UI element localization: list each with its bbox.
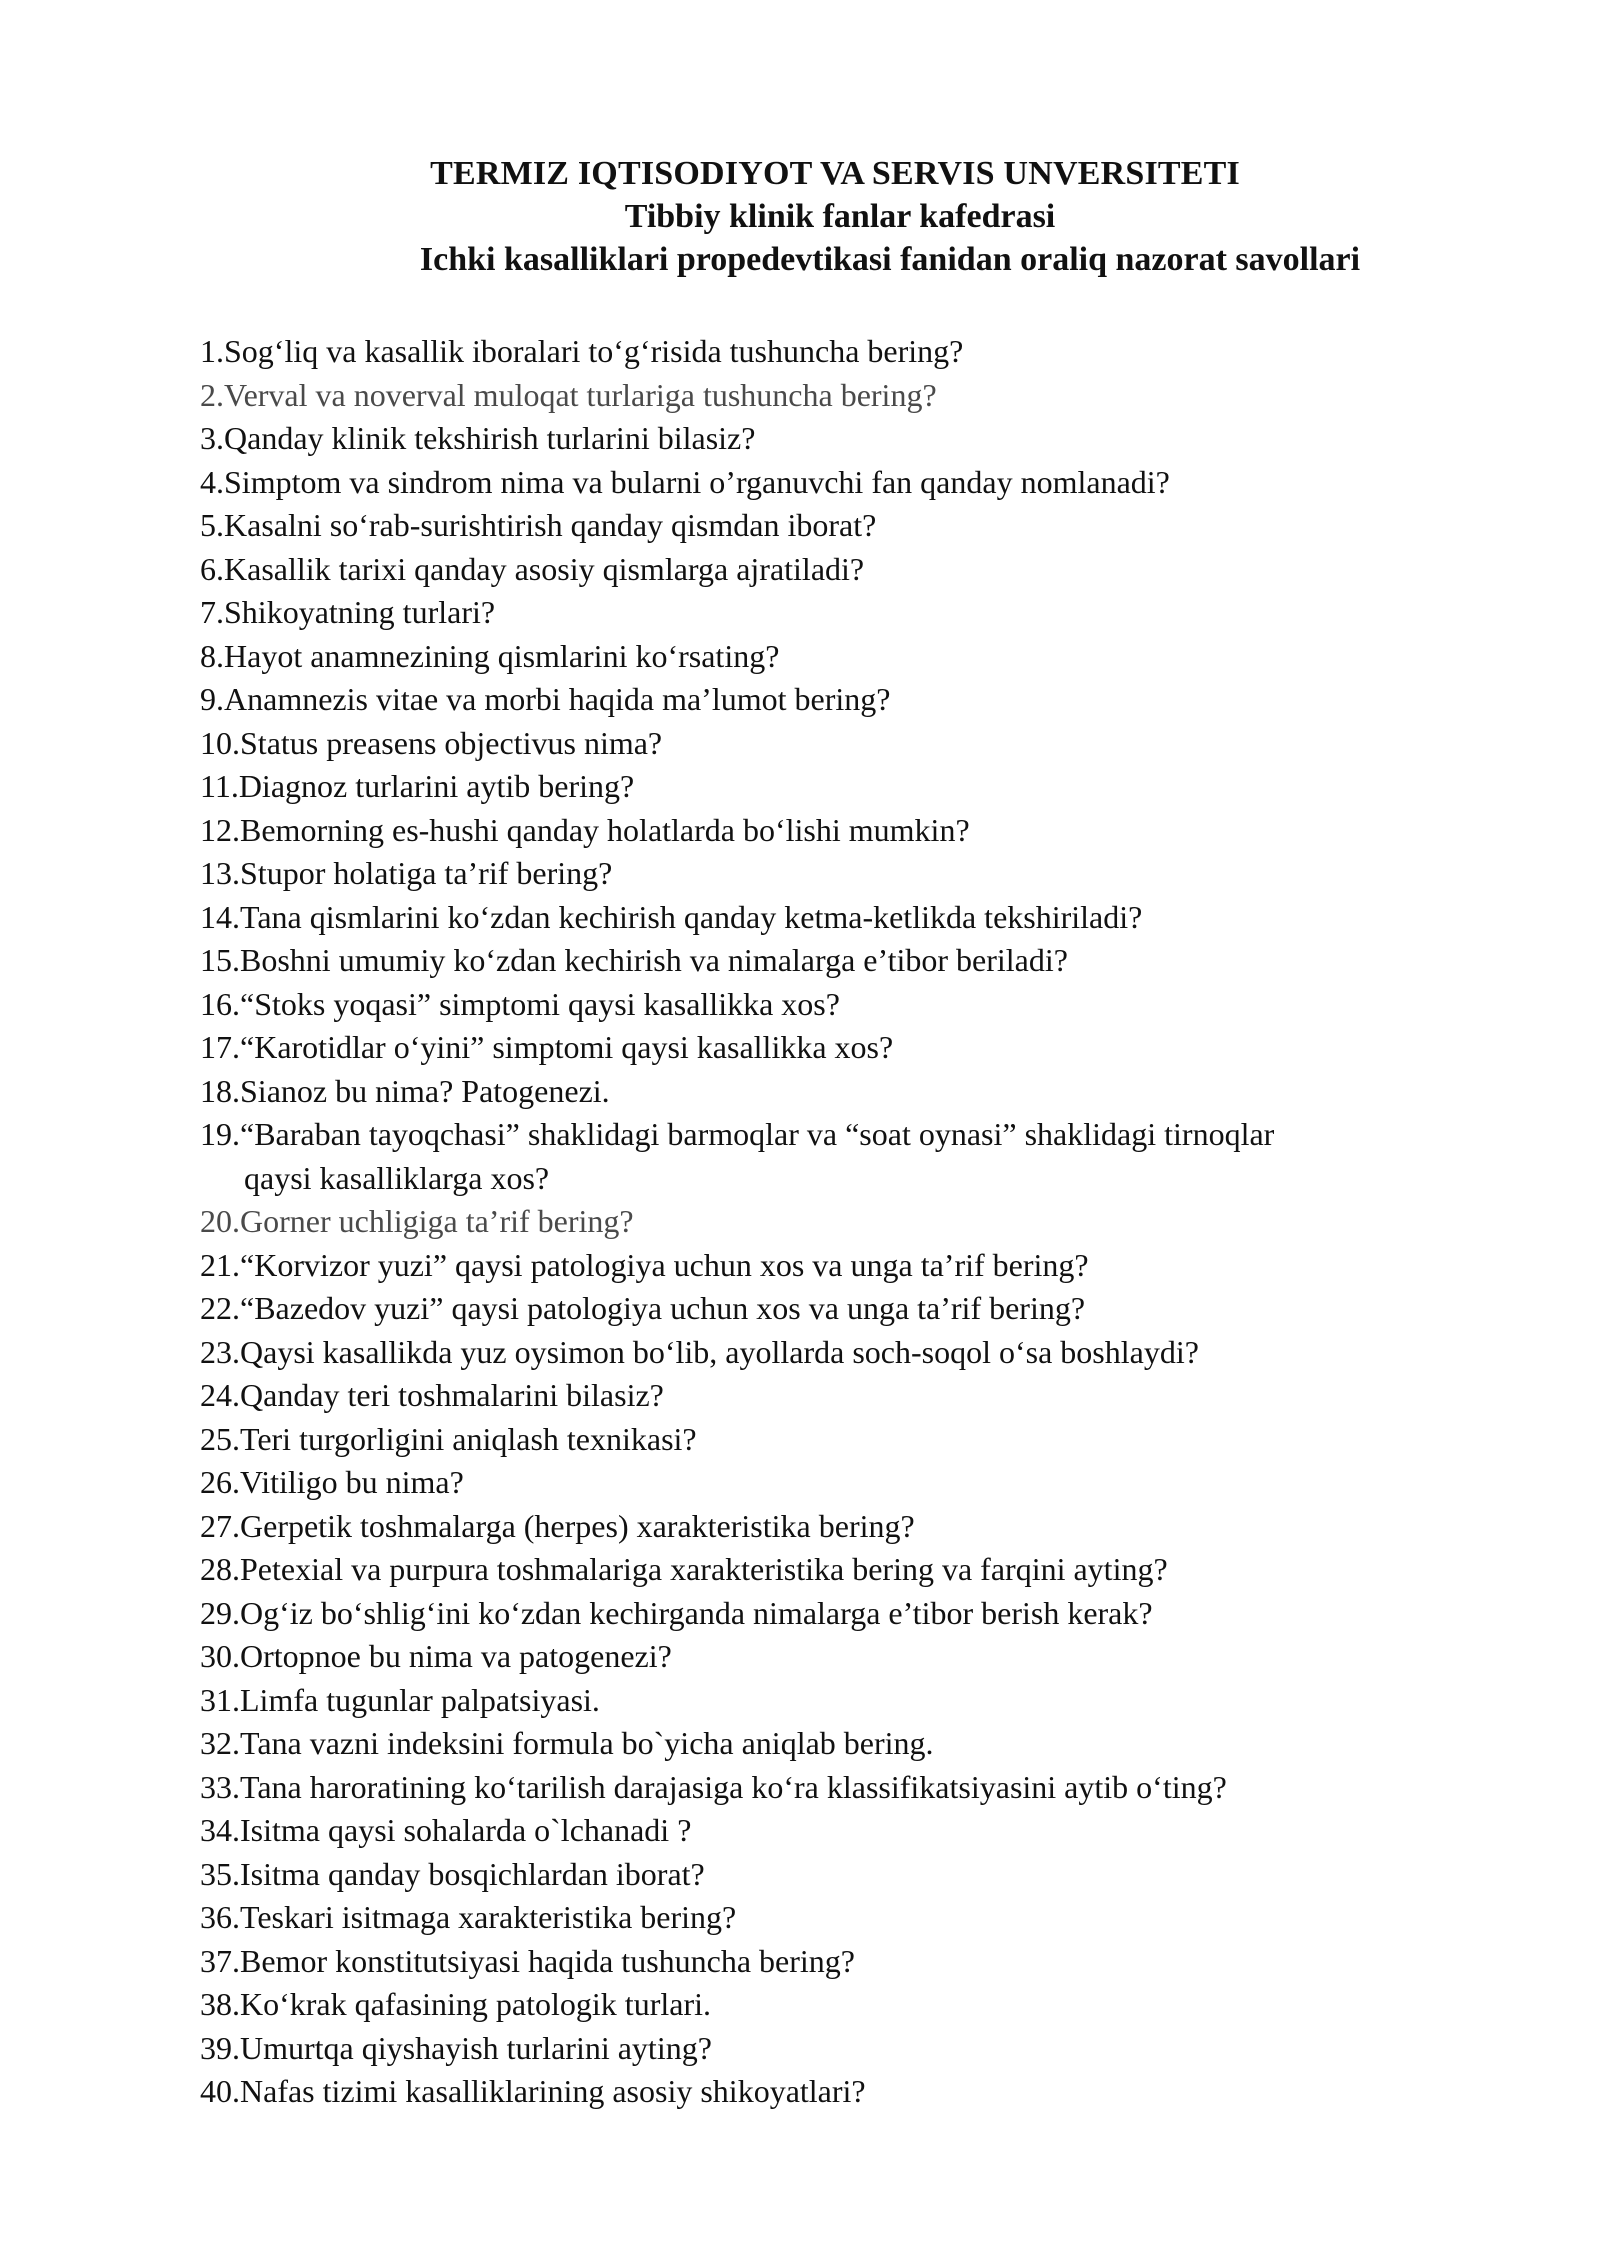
question-number: 37. xyxy=(200,1942,240,1979)
question-text: “Stoks yoqasi” simptomi qaysi kasallikka xos? xyxy=(240,985,840,1022)
question-number: 11. xyxy=(200,768,239,804)
question-item xyxy=(200,1896,1500,1940)
question-item xyxy=(200,374,1500,418)
question-number: 35. xyxy=(200,1855,240,1892)
question-text: Petexial va purpura toshmalariga xarakteristika bering va farqini ayting? xyxy=(240,1551,1168,1587)
question-number: 3. xyxy=(200,420,224,456)
question-item xyxy=(200,1244,1500,1288)
question-text: Gorner uchligiga ta’rif bering? xyxy=(240,1203,634,1239)
subject-title: Ichki kasalliklari propedevtikasi fanidan oraliq nazorat savollari xyxy=(419,241,1361,278)
question-text: Isitma qaysi sohalarda o`lchanadi ? xyxy=(240,1812,692,1848)
question-number: 31. xyxy=(200,1681,240,1718)
question-item xyxy=(200,1592,1500,1636)
question-item xyxy=(200,1418,1500,1462)
question-number: 17. xyxy=(200,1029,240,1065)
question-item xyxy=(200,1853,1500,1897)
question-item xyxy=(200,1766,1500,1810)
question-number: 9. xyxy=(200,681,224,717)
question-item xyxy=(200,1070,1500,1114)
question-item xyxy=(200,1200,1500,1244)
question-number: 28. xyxy=(200,1551,240,1587)
question-text: Sog‘liq va kasallik iboralari to‘g‘risida tushuncha bering? xyxy=(224,333,964,369)
question-text: Hayot anamnezining qismlarini ko‘rsating? xyxy=(224,637,780,674)
question-text: Umurtqa qiyshayish turlarini ayting? xyxy=(240,2029,712,2066)
question-number: 14. xyxy=(200,898,240,935)
question-text: Sianoz bu nima? Patogenezi. xyxy=(240,1072,610,1109)
questions-list xyxy=(200,330,1500,2114)
question-text: Teri turgorligini aniqlash texnikasi? xyxy=(240,1420,697,1457)
question-item xyxy=(200,1940,1500,1984)
question-text: Tana qismlarini ko‘zdan kechirish qanday ketma-ketlikda tekshiriladi? xyxy=(240,898,1143,935)
university-title: TERMIZ IQTISODIYOT VA SERVIS UNVERSITETI xyxy=(430,155,1240,192)
question-item xyxy=(200,722,1500,766)
question-item xyxy=(200,1287,1500,1331)
question-item xyxy=(200,939,1500,983)
question-number: 39. xyxy=(200,2029,240,2066)
question-text: Tana vazni indeksini formula bo`yicha aniqlab bering. xyxy=(240,1725,934,1761)
question-item xyxy=(200,504,1500,548)
question-number: 12. xyxy=(200,811,240,848)
question-item xyxy=(200,678,1500,722)
question-text: Teskari isitmaga xarakteristika bering? xyxy=(240,1899,737,1935)
question-text: Ko‘krak qafasining patologik turlari. xyxy=(240,1986,711,2022)
question-item xyxy=(200,1983,1500,2027)
question-item xyxy=(200,983,1500,1027)
question-item xyxy=(200,461,1500,505)
question-item xyxy=(200,1026,1500,1070)
question-text: Status preasens objectivus nima? xyxy=(240,724,663,761)
question-text: Vitiligo bu nima? xyxy=(240,1464,464,1500)
question-number: 13. xyxy=(200,855,240,891)
question-text: “Baraban tayoqchasi” shaklidagi barmoqlar va “soat oynasi” shaklidagi tirnoqlar xyxy=(240,1116,1275,1152)
document-header xyxy=(0,152,1600,281)
question-text: Qaysi kasallikda yuz oysimon bo‘lib, ayollarda soch-soqol o‘sa boshlaydi? xyxy=(240,1333,1199,1370)
question-number: 18. xyxy=(200,1072,240,1109)
question-item xyxy=(200,809,1500,853)
question-number: 4. xyxy=(200,463,224,500)
question-item xyxy=(200,1461,1500,1505)
question-item xyxy=(200,1548,1500,1592)
question-number: 7. xyxy=(200,594,224,630)
question-item xyxy=(200,1505,1500,1549)
question-item xyxy=(200,1635,1500,1679)
question-number: 27. xyxy=(200,1507,240,1544)
question-text: Kasallik tarixi qanday asosiy qismlarga ajratiladi? xyxy=(224,550,865,587)
question-number: 34. xyxy=(200,1812,240,1848)
question-text: Qanday teri toshmalarini bilasiz? xyxy=(240,1377,664,1413)
question-number: 23. xyxy=(200,1333,240,1370)
question-number: 6. xyxy=(200,550,224,587)
question-number: 38. xyxy=(200,1986,240,2022)
question-number: 2. xyxy=(200,376,224,413)
question-item xyxy=(200,1374,1500,1418)
question-number: 30. xyxy=(200,1638,240,1674)
question-number: 33. xyxy=(200,1768,240,1805)
question-number: 25. xyxy=(200,1420,240,1457)
question-item xyxy=(200,1809,1500,1853)
question-number: 36. xyxy=(200,1899,240,1935)
question-item xyxy=(200,591,1500,635)
question-item xyxy=(200,765,1500,809)
question-number: 40. xyxy=(200,2073,240,2109)
question-item xyxy=(200,548,1500,592)
question-number: 29. xyxy=(200,1594,240,1631)
question-text: Og‘iz bo‘shlig‘ini ko‘zdan kechirganda nimalarga e’tibor berish kerak? xyxy=(240,1594,1153,1631)
question-text: Shikoyatning turlari? xyxy=(224,594,496,630)
question-number: 21. xyxy=(200,1246,240,1283)
question-item xyxy=(200,635,1500,679)
question-text: Bemorning es-hushi qanday holatlarda bo‘lishi mumkin? xyxy=(240,811,970,848)
question-item xyxy=(200,2027,1500,2071)
question-text: Verval va noverval muloqat turlariga tushuncha bering? xyxy=(224,376,937,413)
question-item xyxy=(200,1679,1500,1723)
question-text: “Karotidlar o‘yini” simptomi qaysi kasallikka xos? xyxy=(240,1029,894,1065)
question-item xyxy=(200,852,1500,896)
question-text: Qanday klinik tekshirish turlarini bilasiz? xyxy=(224,420,756,456)
question-text: Kasalni so‘rab-surishtirish qanday qismdan iborat? xyxy=(224,507,877,543)
department-title: Tibbiy klinik fanlar kafedrasi xyxy=(624,198,1056,235)
question-text: “Korvizor yuzi” qaysi patologiya uchun xos va unga ta’rif bering? xyxy=(240,1246,1089,1283)
question-continuation: qaysi kasalliklarga xos? xyxy=(244,1159,550,1196)
question-text: Gerpetik toshmalarga (herpes) xarakteristika bering? xyxy=(240,1507,915,1544)
question-number: 26. xyxy=(200,1464,240,1500)
question-number: 32. xyxy=(200,1725,240,1761)
question-text: Anamnezis vitae va morbi haqida ma’lumot bering? xyxy=(224,681,891,717)
question-number: 8. xyxy=(200,637,224,674)
question-item xyxy=(200,330,1500,374)
question-number: 24. xyxy=(200,1377,240,1413)
question-text: Limfa tugunlar palpatsiyasi. xyxy=(240,1681,600,1718)
question-text: Isitma qanday bosqichlardan iborat? xyxy=(240,1855,705,1892)
question-number: 15. xyxy=(200,942,240,978)
question-number: 1. xyxy=(200,333,224,369)
question-item xyxy=(200,1113,1500,1157)
question-number: 5. xyxy=(200,507,224,543)
question-text: Stupor holatiga ta’rif bering? xyxy=(240,855,613,891)
question-item xyxy=(200,2070,1500,2114)
question-item xyxy=(200,417,1500,461)
question-number: 20. xyxy=(200,1203,240,1239)
question-number: 16. xyxy=(200,985,240,1022)
question-number: 22. xyxy=(200,1290,240,1326)
question-text: Bemor konstitutsiyasi haqida tushuncha bering? xyxy=(240,1942,855,1979)
question-text: Diagnoz turlarini aytib bering? xyxy=(238,768,635,804)
question-text: Nafas tizimi kasalliklarining asosiy shikoyatlari? xyxy=(240,2073,866,2109)
question-number: 19. xyxy=(200,1116,240,1152)
question-item xyxy=(200,1331,1500,1375)
question-item xyxy=(200,1722,1500,1766)
question-text: Simptom va sindrom nima va bularni o’rganuvchi fan qanday nomlanadi? xyxy=(224,463,1170,500)
question-text: Tana haroratining ko‘tarilish darajasiga ko‘ra klassifikatsiyasini aytib o‘ting? xyxy=(240,1768,1227,1805)
question-number: 10. xyxy=(200,724,240,761)
question-item xyxy=(200,896,1500,940)
question-text: “Bazedov yuzi” qaysi patologiya uchun xos va unga ta’rif bering? xyxy=(240,1290,1086,1326)
question-text: Ortopnoe bu nima va patogenezi? xyxy=(240,1638,672,1674)
question-text: Boshni umumiy ko‘zdan kechirish va nimalarga e’tibor beriladi? xyxy=(240,942,1068,978)
